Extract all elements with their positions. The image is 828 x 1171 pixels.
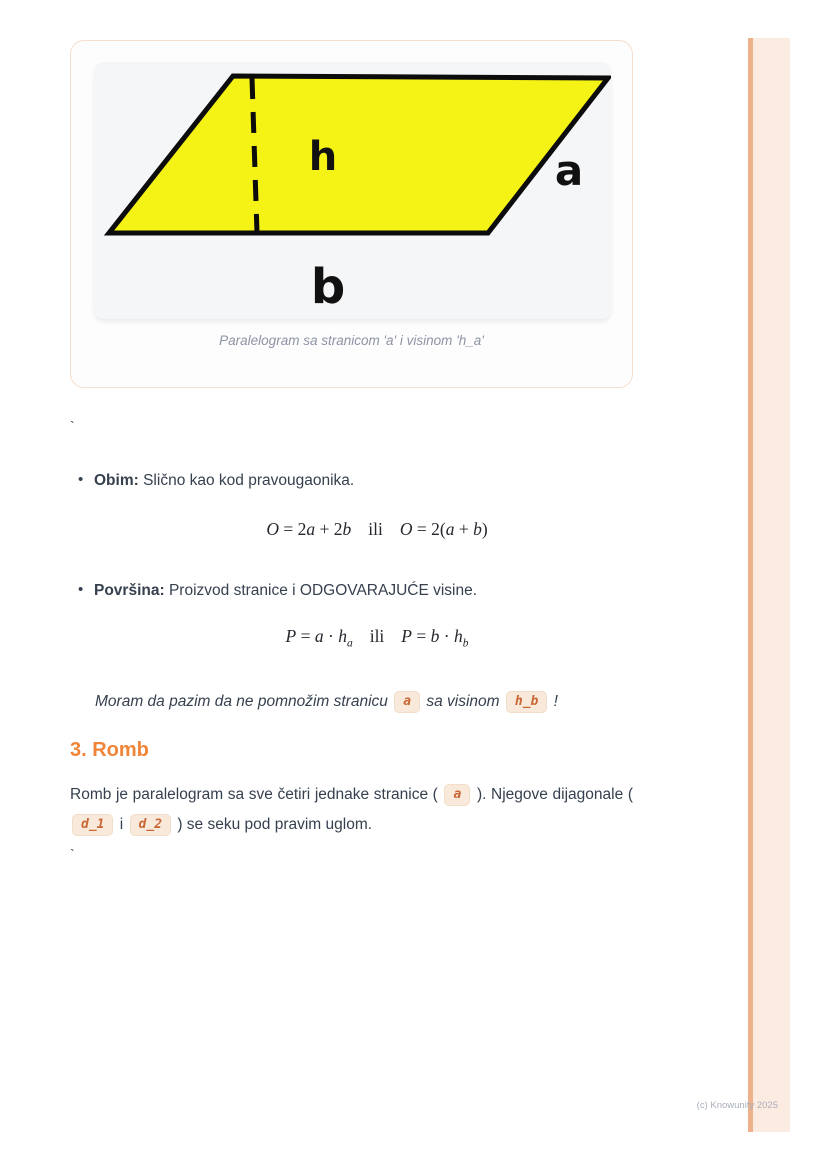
formula-token: · — [439, 626, 454, 646]
formula-token: + — [454, 519, 474, 539]
page-edge-stripe — [748, 38, 790, 1132]
formula-token: b — [430, 626, 440, 646]
formula-token: b — [473, 519, 482, 539]
code-chip: a — [444, 784, 470, 806]
bullet-icon: • — [78, 471, 84, 488]
area-formula — [94, 626, 660, 650]
formula-token: · — [323, 626, 339, 646]
formula-token: P — [401, 626, 412, 646]
text-segment: ! — [549, 693, 558, 710]
formula-token: = 2( — [412, 519, 446, 539]
text-segment: Romb je paralelogram sa sve četiri jednake stranice ( — [70, 786, 443, 803]
label-b: b — [310, 259, 346, 315]
bullet-term: Obim: — [94, 472, 139, 489]
formula-token: a — [314, 626, 324, 646]
code-chip: d_1 — [72, 814, 113, 836]
bullet-desc: Slično kao kod pravougaonika. — [143, 472, 355, 489]
formula-token: ili — [368, 519, 383, 539]
parallelogram-figure — [94, 62, 611, 319]
formula-token: = 2 — [279, 519, 307, 539]
bullet-term: Površina: — [94, 582, 165, 599]
perimeter-formula — [94, 519, 660, 540]
reminder-note — [95, 689, 655, 714]
formula-token: a — [445, 519, 455, 539]
formula-token: = — [296, 626, 315, 646]
formula-token: ili — [369, 626, 385, 646]
text-segment: i — [115, 816, 128, 833]
text-segment: Moram da pazim da ne pomnožim stranicu — [95, 693, 393, 710]
romb-paragraph — [70, 780, 633, 840]
formula-token: O — [399, 519, 413, 539]
formula-token: O — [266, 519, 279, 539]
text-segment: ) se seku pod pravim uglom. — [173, 816, 373, 833]
formula-token: ) — [481, 519, 488, 539]
text-segment: sa visinom — [422, 693, 504, 710]
text-segment: ). Njegove dijagonale ( — [472, 786, 633, 803]
figure-caption: Paralelogram sa stranicom 'a' i visinom 'h_a' — [219, 333, 484, 348]
list-item-obim — [78, 471, 648, 491]
label-h: h — [308, 134, 338, 180]
parallelogram-shape — [109, 76, 608, 233]
bullet-icon: • — [78, 581, 84, 598]
formula-token: = — [412, 626, 431, 646]
figure-card — [70, 40, 633, 388]
stray-backtick: ` — [70, 418, 75, 434]
parallelogram-svg — [94, 62, 611, 319]
code-chip: d_2 — [130, 814, 171, 836]
stray-backtick: ` — [70, 846, 75, 862]
section-heading-romb: 3. Romb — [70, 739, 149, 761]
code-chip: h_b — [506, 691, 547, 713]
formula-token: a — [346, 637, 353, 650]
formula-token: b — [462, 637, 469, 650]
formula-token: P — [285, 626, 297, 646]
copyright-text: (c) Knowunity 2025 — [696, 1100, 778, 1111]
list-item-povrsina — [78, 581, 648, 601]
formula-token: a — [306, 519, 316, 539]
bullet-desc: Proizvod stranice i ODGOVARAJUĆE visine. — [168, 582, 478, 599]
formula-token: h — [338, 626, 347, 646]
label-a: a — [554, 146, 584, 195]
formula-token: + 2 — [315, 519, 343, 539]
formula-token: b — [342, 519, 352, 539]
code-chip: a — [394, 691, 420, 713]
formula-token: h — [453, 626, 463, 646]
